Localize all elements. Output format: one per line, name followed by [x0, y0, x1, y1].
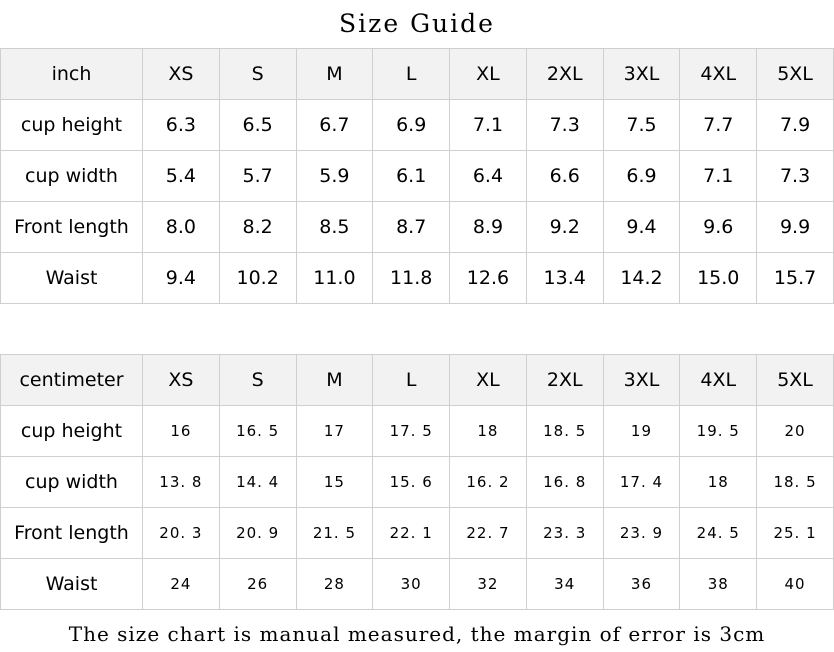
- inch-size-header: S: [219, 49, 296, 100]
- cell-value: 20. 3: [143, 508, 220, 559]
- cell-value: 9.4: [603, 202, 680, 253]
- row-label: cup width: [1, 151, 143, 202]
- cm-size-header: 5XL: [757, 355, 834, 406]
- cm-size-header: 4XL: [680, 355, 757, 406]
- cm-size-header: 3XL: [603, 355, 680, 406]
- cell-value: 20: [757, 406, 834, 457]
- cm-unit-label: centimeter: [1, 355, 143, 406]
- cell-value: 14.2: [603, 253, 680, 304]
- cell-value: 6.1: [373, 151, 450, 202]
- table-row: [1, 253, 834, 304]
- table-row: [1, 151, 834, 202]
- cell-value: 19: [603, 406, 680, 457]
- inch-size-header: M: [296, 49, 373, 100]
- cell-value: 8.5: [296, 202, 373, 253]
- cell-value: 28: [296, 559, 373, 610]
- cell-value: 15. 6: [373, 457, 450, 508]
- cell-value: 23. 9: [603, 508, 680, 559]
- cell-value: 8.9: [450, 202, 527, 253]
- row-label: cup width: [1, 457, 143, 508]
- cm-size-header: L: [373, 355, 450, 406]
- cell-value: 18: [450, 406, 527, 457]
- row-label: cup height: [1, 100, 143, 151]
- table-row: [1, 100, 834, 151]
- cm-size-header: XL: [450, 355, 527, 406]
- cell-value: 6.6: [526, 151, 603, 202]
- cell-value: 8.0: [143, 202, 220, 253]
- inch-size-header: 5XL: [757, 49, 834, 100]
- cell-value: 22. 7: [450, 508, 527, 559]
- cm-size-header: S: [219, 355, 296, 406]
- table-row: [1, 508, 834, 559]
- cell-value: 7.3: [757, 151, 834, 202]
- cell-value: 18. 5: [526, 406, 603, 457]
- cm-size-header: XS: [143, 355, 220, 406]
- cell-value: 7.1: [680, 151, 757, 202]
- cell-value: 10.2: [219, 253, 296, 304]
- cm-table-header-row: [1, 355, 834, 406]
- cell-value: 24: [143, 559, 220, 610]
- cell-value: 32: [450, 559, 527, 610]
- cell-value: 25. 1: [757, 508, 834, 559]
- cell-value: 6.5: [219, 100, 296, 151]
- cell-value: 15.7: [757, 253, 834, 304]
- cell-value: 8.7: [373, 202, 450, 253]
- cell-value: 5.9: [296, 151, 373, 202]
- inch-size-table: [0, 48, 834, 304]
- cell-value: 17. 4: [603, 457, 680, 508]
- row-label: Front length: [1, 202, 143, 253]
- cell-value: 12.6: [450, 253, 527, 304]
- table-row: [1, 202, 834, 253]
- row-label: Waist: [1, 559, 143, 610]
- inch-table-header-row: [1, 49, 834, 100]
- cell-value: 30: [373, 559, 450, 610]
- inch-size-header: 4XL: [680, 49, 757, 100]
- cell-value: 13.4: [526, 253, 603, 304]
- cell-value: 7.5: [603, 100, 680, 151]
- cell-value: 40: [757, 559, 834, 610]
- page-title: Size Guide: [339, 9, 495, 38]
- cell-value: 15: [296, 457, 373, 508]
- cell-value: 6.9: [603, 151, 680, 202]
- cell-value: 9.6: [680, 202, 757, 253]
- table-row: [1, 406, 834, 457]
- cell-value: 7.3: [526, 100, 603, 151]
- cell-value: 11.0: [296, 253, 373, 304]
- inch-size-header: L: [373, 49, 450, 100]
- cm-size-header: M: [296, 355, 373, 406]
- cm-size-header: 2XL: [526, 355, 603, 406]
- cell-value: 7.7: [680, 100, 757, 151]
- cell-value: 16. 2: [450, 457, 527, 508]
- cell-value: 15.0: [680, 253, 757, 304]
- cell-value: 16. 8: [526, 457, 603, 508]
- cell-value: 36: [603, 559, 680, 610]
- measurement-disclaimer: The size chart is manual measured, the margin of error is 3cm: [68, 622, 766, 646]
- cell-value: 7.1: [450, 100, 527, 151]
- table-row: [1, 559, 834, 610]
- inch-size-header: XS: [143, 49, 220, 100]
- table-gap-spacer: [0, 304, 834, 354]
- cell-value: 17. 5: [373, 406, 450, 457]
- cell-value: 34: [526, 559, 603, 610]
- cell-value: 20. 9: [219, 508, 296, 559]
- cell-value: 5.4: [143, 151, 220, 202]
- cell-value: 6.9: [373, 100, 450, 151]
- cell-value: 5.7: [219, 151, 296, 202]
- cell-value: 6.3: [143, 100, 220, 151]
- cell-value: 8.2: [219, 202, 296, 253]
- cell-value: 16. 5: [219, 406, 296, 457]
- cell-value: 23. 3: [526, 508, 603, 559]
- cell-value: 18: [680, 457, 757, 508]
- cell-value: 17: [296, 406, 373, 457]
- cell-value: 9.4: [143, 253, 220, 304]
- cell-value: 22. 1: [373, 508, 450, 559]
- inch-size-header: XL: [450, 49, 527, 100]
- cell-value: 21. 5: [296, 508, 373, 559]
- cell-value: 24. 5: [680, 508, 757, 559]
- cell-value: 26: [219, 559, 296, 610]
- inch-size-header: 3XL: [603, 49, 680, 100]
- cell-value: 6.7: [296, 100, 373, 151]
- cell-value: 38: [680, 559, 757, 610]
- cell-value: 18. 5: [757, 457, 834, 508]
- cell-value: 16: [143, 406, 220, 457]
- cell-value: 11.8: [373, 253, 450, 304]
- cell-value: 9.2: [526, 202, 603, 253]
- cell-value: 9.9: [757, 202, 834, 253]
- inch-size-header: 2XL: [526, 49, 603, 100]
- cell-value: 13. 8: [143, 457, 220, 508]
- cell-value: 6.4: [450, 151, 527, 202]
- cell-value: 19. 5: [680, 406, 757, 457]
- inch-unit-label: inch: [1, 49, 143, 100]
- cell-value: 7.9: [757, 100, 834, 151]
- centimeter-size-table: [0, 354, 834, 610]
- row-label: cup height: [1, 406, 143, 457]
- table-row: [1, 457, 834, 508]
- row-label: Front length: [1, 508, 143, 559]
- row-label: Waist: [1, 253, 143, 304]
- cell-value: 14. 4: [219, 457, 296, 508]
